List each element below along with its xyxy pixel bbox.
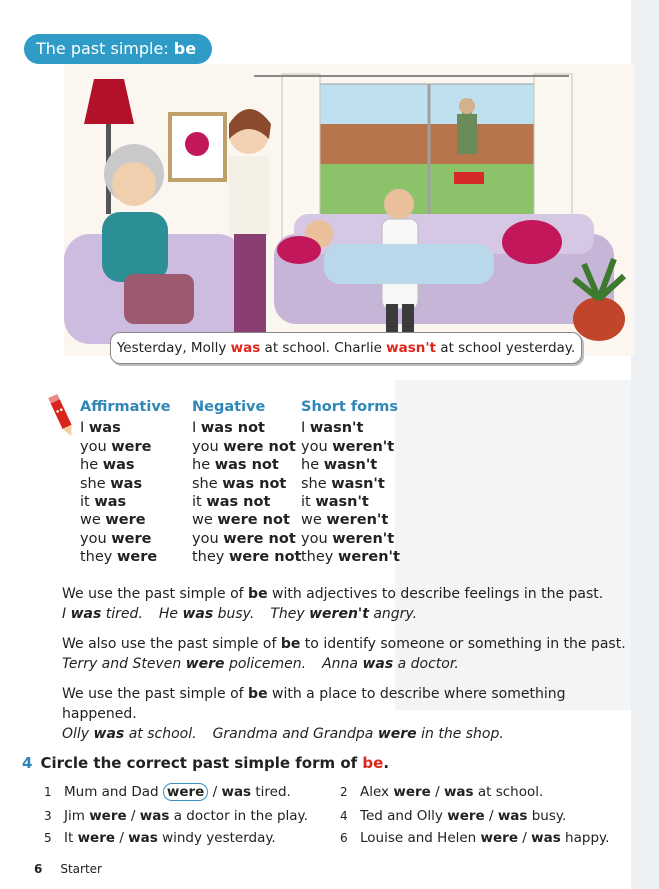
negative-row bbox=[192, 456, 312, 474]
short-subject: you bbox=[301, 438, 328, 455]
short-subject: she bbox=[301, 475, 327, 492]
item-text-pre: Alex bbox=[360, 784, 394, 800]
rule-text bbox=[62, 584, 632, 604]
item-number: 6 bbox=[340, 831, 348, 845]
next-page-bleed bbox=[631, 0, 659, 889]
affirmative-verb: was bbox=[94, 494, 127, 511]
negative-subject: you bbox=[192, 530, 219, 547]
short-row bbox=[301, 475, 421, 493]
lawnmower bbox=[454, 172, 484, 184]
negative-subject: it bbox=[192, 494, 202, 511]
short-row bbox=[301, 419, 421, 437]
caption-text-1: Yesterday, Molly bbox=[116, 340, 231, 356]
affirmative-subject: you bbox=[80, 530, 107, 547]
affirmative-header: Affirmative bbox=[80, 399, 171, 415]
short-row bbox=[301, 438, 421, 456]
affirmative-subject: it bbox=[80, 494, 90, 511]
doctor bbox=[384, 189, 414, 219]
option-were[interactable]: were bbox=[393, 784, 431, 800]
negative-verb: were not bbox=[217, 512, 290, 529]
negative-column bbox=[192, 398, 312, 567]
example-pre: He bbox=[158, 606, 183, 622]
option-separator: / bbox=[126, 808, 140, 824]
negative-subject: I bbox=[192, 420, 197, 437]
negative-subject: she bbox=[192, 475, 218, 492]
option-separator: / bbox=[517, 830, 532, 846]
exercise-instruction-be: be bbox=[362, 754, 384, 772]
negative-verb: was not bbox=[206, 494, 271, 511]
rule-text bbox=[62, 634, 632, 654]
affirmative-verb: were bbox=[111, 530, 152, 547]
example-sentences bbox=[62, 654, 632, 674]
option-was[interactable]: was bbox=[128, 830, 158, 846]
item-number: 3 bbox=[44, 809, 52, 823]
option-was[interactable]: was bbox=[531, 830, 561, 846]
living-room-illustration bbox=[64, 64, 634, 356]
example-post: a doctor. bbox=[393, 656, 459, 672]
affirmative-row bbox=[80, 438, 200, 456]
item-text-post: a doctor in the play. bbox=[169, 808, 308, 824]
negative-row bbox=[192, 438, 312, 456]
negative-verb: were not bbox=[223, 530, 296, 547]
affirmative-verb: were bbox=[117, 549, 158, 566]
caption-wasnt: wasn't bbox=[386, 340, 436, 356]
example-pre: Terry and Steven bbox=[62, 656, 186, 672]
example-post: at school. bbox=[124, 726, 197, 742]
rule-post: with a place to describe where something happened. bbox=[62, 686, 566, 722]
rule-be: be bbox=[280, 636, 301, 652]
item-number: 1 bbox=[44, 785, 52, 799]
negative-subject: you bbox=[192, 438, 219, 455]
rule-pre: We use the past simple of bbox=[62, 686, 249, 702]
short-row bbox=[301, 511, 421, 529]
rule-be: be bbox=[248, 586, 268, 602]
negative-row bbox=[192, 419, 312, 437]
example-pre: I bbox=[62, 606, 71, 622]
short-subject: it bbox=[301, 494, 311, 511]
short-verb: wasn't bbox=[309, 420, 364, 437]
affirmative-subject: she bbox=[80, 475, 106, 492]
explanation-block bbox=[62, 684, 632, 744]
short-subject: you bbox=[301, 530, 328, 547]
example-pre: Anna bbox=[322, 656, 363, 672]
example-sentence bbox=[322, 656, 459, 672]
example-verb: was bbox=[93, 726, 125, 742]
option-separator: / bbox=[484, 808, 498, 824]
short-verb: weren't bbox=[332, 438, 395, 455]
affirmative-verb: was bbox=[102, 457, 135, 474]
negative-row bbox=[192, 493, 312, 511]
short-subject: they bbox=[301, 549, 334, 566]
negative-verb: were not bbox=[229, 549, 302, 566]
explanation-block bbox=[62, 584, 632, 624]
grandma bbox=[112, 162, 156, 206]
negative-row bbox=[192, 511, 312, 529]
negative-subject: he bbox=[192, 457, 211, 474]
rule-text bbox=[62, 684, 632, 724]
example-verb: were bbox=[185, 656, 225, 672]
affirmative-subject: I bbox=[80, 420, 85, 437]
exercise-item[interactable] bbox=[340, 784, 543, 800]
pencil-icon bbox=[48, 392, 76, 440]
exercise-item[interactable] bbox=[340, 808, 566, 824]
negative-verb: was not bbox=[222, 475, 287, 492]
short-row bbox=[301, 456, 421, 474]
option-were[interactable]: were bbox=[77, 830, 116, 846]
item-number: 2 bbox=[340, 785, 348, 799]
affirmative-verb: was bbox=[88, 420, 121, 437]
affirmative-verb: was bbox=[110, 475, 143, 492]
title-word: be bbox=[173, 39, 197, 58]
man-in-garden bbox=[459, 98, 475, 114]
short-verb: weren't bbox=[332, 530, 395, 547]
item-number: 4 bbox=[340, 809, 348, 823]
affirmative-row bbox=[80, 456, 200, 474]
affirmative-subject: he bbox=[80, 457, 99, 474]
rule-pre: We use the past simple of bbox=[62, 586, 249, 602]
caption-was: was bbox=[230, 340, 261, 356]
example-sentences bbox=[62, 724, 632, 744]
affirmative-subject: we bbox=[80, 512, 101, 529]
option-were[interactable]: were bbox=[163, 783, 208, 801]
cushion bbox=[502, 220, 562, 264]
illustration-caption bbox=[110, 332, 582, 364]
caption-text-2: at school. Charlie bbox=[260, 340, 387, 356]
example-verb: weren't bbox=[309, 606, 369, 622]
short-verb: wasn't bbox=[315, 494, 369, 511]
example-verb: were bbox=[377, 726, 417, 742]
negative-verb: was not bbox=[200, 420, 265, 437]
short-row bbox=[301, 548, 421, 566]
example-post: in the shop. bbox=[416, 726, 504, 742]
example-post: angry. bbox=[368, 606, 418, 622]
example-sentence bbox=[62, 726, 197, 742]
option-were[interactable]: were bbox=[447, 808, 485, 824]
affirmative-verb: were bbox=[105, 512, 146, 529]
option-was[interactable]: was bbox=[139, 808, 170, 824]
item-text-pre: Louise and Helen bbox=[360, 830, 481, 846]
example-verb: was bbox=[362, 656, 394, 672]
explanation-block bbox=[62, 634, 632, 674]
plant-pot bbox=[573, 297, 625, 341]
exercise-heading bbox=[22, 754, 389, 772]
example-sentence bbox=[62, 656, 306, 672]
exercise-item[interactable] bbox=[44, 830, 276, 846]
short-verb: weren't bbox=[338, 549, 400, 566]
item-text-post: at school. bbox=[473, 784, 544, 800]
affirmative-row bbox=[80, 475, 200, 493]
title-prefix: The past simple: bbox=[36, 39, 169, 58]
example-post: policemen. bbox=[224, 656, 307, 672]
option-were[interactable]: were bbox=[480, 830, 518, 846]
short-verb: wasn't bbox=[323, 457, 378, 474]
example-pre: They bbox=[270, 606, 310, 622]
affirmative-row bbox=[80, 530, 200, 548]
negative-row bbox=[192, 530, 312, 548]
exercise-instruction-end: . bbox=[383, 754, 390, 772]
exercise-item[interactable] bbox=[340, 830, 609, 846]
example-sentence bbox=[213, 726, 504, 742]
item-text-post: windy yesterday. bbox=[157, 830, 276, 846]
example-sentence bbox=[159, 606, 254, 622]
exercise-number: 4 bbox=[22, 754, 33, 772]
affirmative-column bbox=[80, 398, 200, 567]
short-verb: weren't bbox=[326, 512, 389, 529]
item-text-pre: Jim bbox=[64, 808, 90, 824]
affirmative-subject: you bbox=[80, 438, 107, 455]
exercise-item[interactable] bbox=[44, 784, 291, 800]
affirmative-verb: were bbox=[111, 438, 152, 455]
negative-row bbox=[192, 475, 312, 493]
rule-be: be bbox=[248, 686, 268, 702]
short-subject: I bbox=[301, 420, 306, 437]
item-text-pre: Mum and Dad bbox=[64, 784, 163, 800]
item-text-post: happy. bbox=[560, 830, 610, 846]
rule-post: to identify someone or something in the past. bbox=[300, 636, 626, 652]
short-subject: he bbox=[301, 457, 320, 474]
negative-verb: was not bbox=[214, 457, 279, 474]
affirmative-row bbox=[80, 548, 200, 566]
short-subject: we bbox=[301, 512, 322, 529]
unit-name: Starter bbox=[60, 862, 102, 876]
item-text-post: busy. bbox=[527, 808, 567, 824]
rule-pre: We also use the past simple of bbox=[62, 636, 281, 652]
affirmative-subject: they bbox=[80, 549, 113, 566]
example-post: busy. bbox=[213, 606, 255, 622]
affirmative-row bbox=[80, 493, 200, 511]
negative-row bbox=[192, 548, 312, 566]
affirmative-row bbox=[80, 511, 200, 529]
negative-header: Negative bbox=[192, 399, 266, 415]
section-title bbox=[24, 34, 212, 64]
example-sentence bbox=[62, 606, 143, 622]
option-were[interactable]: were bbox=[89, 808, 127, 824]
item-text-pre: It bbox=[64, 830, 78, 846]
option-was[interactable]: was bbox=[443, 784, 474, 800]
short-row bbox=[301, 530, 421, 548]
exercise-instruction: Circle the correct past simple form of bbox=[40, 754, 358, 772]
example-post: tired. bbox=[101, 606, 143, 622]
page-number: 6 bbox=[34, 862, 43, 876]
item-text-pre: Ted and Olly bbox=[360, 808, 448, 824]
exercise-item[interactable] bbox=[44, 808, 308, 824]
option-separator: / bbox=[115, 830, 129, 846]
example-sentence bbox=[270, 606, 417, 622]
example-verb: was bbox=[182, 606, 214, 622]
item-text-post: tired. bbox=[251, 784, 291, 800]
short-verb: wasn't bbox=[331, 475, 385, 492]
item-number: 5 bbox=[44, 831, 52, 845]
option-separator: / bbox=[208, 784, 222, 800]
negative-subject: we bbox=[192, 512, 213, 529]
option-was[interactable]: was bbox=[221, 784, 252, 800]
short-row bbox=[301, 493, 421, 511]
page-footer bbox=[34, 862, 102, 876]
example-verb: was bbox=[70, 606, 102, 622]
rule-post: with adjectives to describe feelings in the past. bbox=[267, 586, 604, 602]
affirmative-row bbox=[80, 419, 200, 437]
short-forms-column bbox=[301, 398, 421, 567]
negative-subject: they bbox=[192, 549, 225, 566]
caption-text-3: at school yesterday. bbox=[436, 340, 576, 356]
short-forms-header: Short forms bbox=[301, 399, 399, 415]
example-pre: Olly bbox=[62, 726, 94, 742]
example-sentences bbox=[62, 604, 632, 624]
negative-verb: were not bbox=[223, 438, 296, 455]
example-pre: Grandma and Grandpa bbox=[212, 726, 378, 742]
option-was[interactable]: was bbox=[497, 808, 528, 824]
option-separator: / bbox=[430, 784, 444, 800]
